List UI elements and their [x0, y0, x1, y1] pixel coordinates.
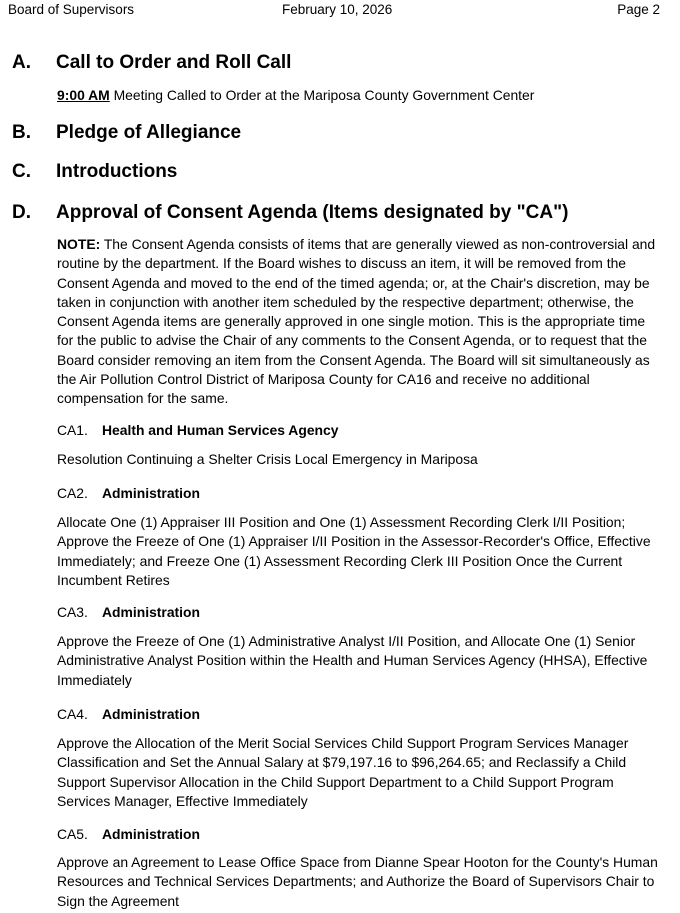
consent-item-header [57, 421, 338, 439]
section-letter: A. [12, 52, 31, 73]
header-date: February 10, 2026 [282, 2, 393, 17]
section-title: Pledge of Allegiance [56, 122, 242, 143]
section-d-heading [12, 202, 568, 224]
section-c-heading [12, 161, 177, 183]
consent-item-description: Resolution Continuing a Shelter Crisis Local Emergency in Mariposa [57, 451, 478, 467]
item-department: Administration [102, 485, 201, 501]
item-department: Health and Human Services Agency [102, 422, 339, 438]
consent-item-header [57, 705, 200, 723]
header-board-name: Board of Supervisors [8, 2, 135, 17]
item-number: CA1. [57, 422, 88, 438]
call-to-order-line [57, 86, 665, 105]
consent-item-header [57, 484, 200, 502]
item-number: CA3. [57, 604, 88, 620]
item-department: Administration [102, 706, 201, 722]
item-department: Administration [102, 826, 201, 842]
consent-agenda-note [57, 235, 665, 409]
item-number: CA4. [57, 706, 88, 722]
section-a-heading [12, 52, 291, 74]
consent-item-description: Approve the Freeze of One (1) Administrative Analyst I/II Position, and Allocate One (1) Senior Administrative Analyst Position within the Health and Human Services Agency (HHSA), Effective Immediately [57, 633, 648, 688]
call-to-order-text: Meeting Called to Order at the Mariposa County Government Center [109, 87, 535, 103]
consent-item-description: Allocate One (1) Appraiser III Position and One (1) Assessment Recording Clerk I/II Position; Approve the Freeze of One (1) Appraiser I/II Position in the Assessor-Recorder's Office, Effective Immediately; and Freeze One (1) Assessment Recording Clerk III Position Once the Current Incumbent Retires [57, 514, 651, 588]
section-title: Introductions [56, 161, 178, 182]
section-letter: C. [12, 161, 31, 182]
consent-item-description: Approve an Agreement to Lease Office Space from Dianne Spear Hooton for the County's Human Resources and Technical Services Departments; and Authorize the Board of Supervisors Chair to Sign the Agreement [57, 854, 658, 909]
header-page-number: Page 2 [617, 2, 660, 17]
consent-item-description: Approve the Allocation of the Merit Social Services Child Support Program Services Manager Classification and Set the Annual Salary at $79,197.16 to $96,264.65; and Reclassify a Child Support Supervisor Allocation in the Child Support Department to a Child Support Program Services Manager, Effective Immediately [57, 735, 629, 809]
consent-item-header [57, 603, 200, 621]
meeting-time: 9:00 AM [57, 87, 110, 103]
section-title: Approval of Consent Agenda (Items designated by "CA") [56, 202, 569, 223]
section-b-heading [12, 122, 241, 144]
section-letter: B. [12, 122, 31, 143]
note-label: NOTE: [57, 236, 101, 252]
item-department: Administration [102, 604, 201, 620]
section-title: Call to Order and Roll Call [56, 52, 292, 73]
consent-item-header [57, 825, 200, 843]
section-letter: D. [12, 202, 31, 223]
item-number: CA5. [57, 826, 88, 842]
item-number: CA2. [57, 485, 88, 501]
note-text: The Consent Agenda consists of items that are generally viewed as non-controversial and routine by the department. If the Board wishes to discuss an item, it will be removed from the Consent Agenda and moved to the end of the timed agenda; or, at the Chair's discretion, may be taken in conjunction with another item scheduled by the respective department; otherwise, the Consent Agenda items are generally approved in one single motion. This is the appropriate time for the public to advise the Chair of any comments to the Consent Agenda, or to request that the Board consider removing an item from the Consent Agenda. The Board will sit simultaneously as the Air Pollution Control District of Mariposa County for CA16 and receive no additional compensation for the same. [57, 236, 656, 407]
